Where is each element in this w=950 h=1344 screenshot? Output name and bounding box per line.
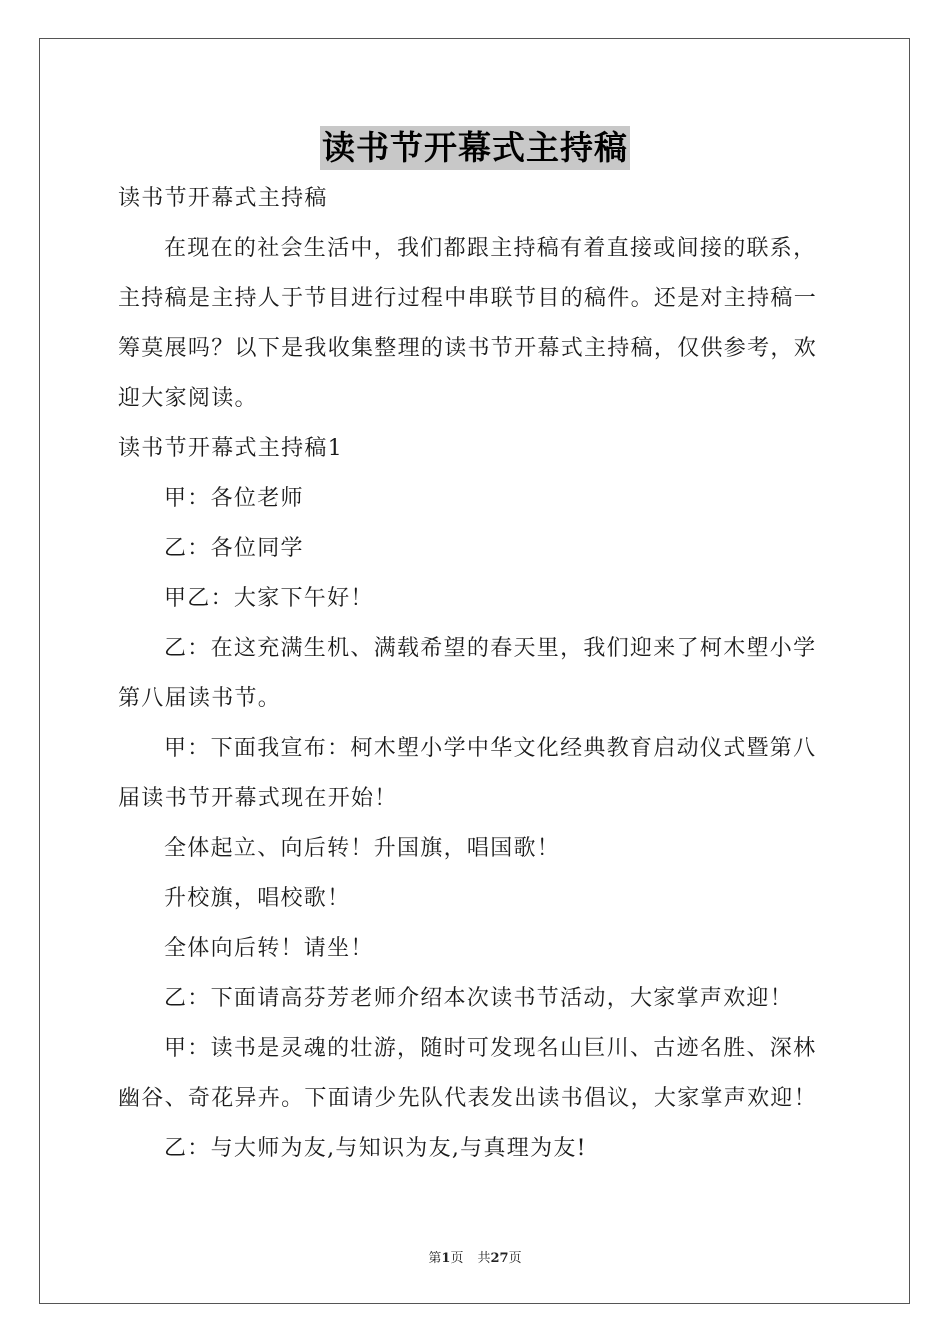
paragraph: 乙：下面请高芬芳老师介绍本次读书节活动，大家掌声欢迎！ [164, 986, 794, 1011]
paragraph: 全体起立、向后转！升国旗，唱国歌！ [164, 836, 561, 861]
paragraph: 乙：各位同学 [164, 536, 304, 561]
page-suffix: 页 [450, 1251, 464, 1266]
paragraph: 读书节开幕式主持稿 [118, 186, 328, 211]
total-suffix: 页 [508, 1251, 522, 1266]
paragraph: 乙：与大师为友,与知识为友,与真理为友! [164, 1136, 587, 1161]
paragraph: 全体向后转！请坐！ [164, 936, 374, 961]
paragraph: 甲乙：大家下午好！ [164, 586, 374, 611]
document-title: 读书节开幕式主持稿 [320, 126, 630, 170]
paragraph: 在现在的社会生活中，我们都跟主持稿有着直接或间接的联系，主持稿是主持人于节目进行过程中串联节目的稿件。还是对主持稿一筹莫展吗？以下是我收集整理的读书节开幕式主持稿，仅供参考，欢迎大家阅读。 [118, 236, 818, 411]
total-prefix: 共 [477, 1251, 491, 1266]
paragraph: 乙：在这充满生机、满载希望的春天里，我们迎来了柯木塱小学第八届读书节。 [118, 636, 817, 711]
document-body [118, 174, 834, 1174]
paragraph: 甲：下面我宣布：柯木塱小学中华文化经典教育启动仪式暨第八届读书节开幕式现在开始！ [118, 736, 817, 811]
paragraph: 甲：读书是灵魂的壮游，随时可发现名山巨川、古迹名胜、深林幽谷、奇花异卉。下面请少先队代表发出读书倡议，大家掌声欢迎！ [118, 1036, 818, 1111]
paragraph: 甲：各位老师 [164, 486, 304, 511]
paragraph: 读书节开幕式主持稿1 [118, 436, 343, 461]
page-footer [0, 1247, 950, 1266]
title-container [0, 126, 950, 170]
page-prefix: 第 [428, 1251, 442, 1266]
page-number: 1 [441, 1251, 451, 1266]
total-pages: 27 [490, 1251, 509, 1266]
paragraph: 升校旗，唱校歌！ [164, 886, 351, 911]
